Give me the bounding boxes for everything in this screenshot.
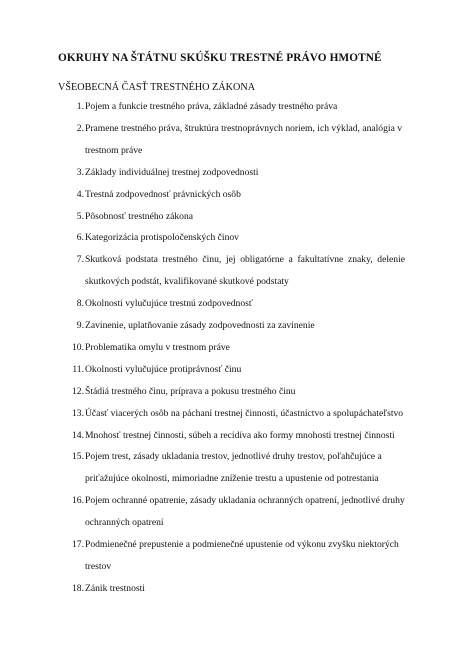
list-item-text: Základy individuálnej trestnej zodpovednosti [85, 166, 259, 178]
list-item-number: 13. [72, 407, 84, 419]
list-item-number: 11. [72, 363, 84, 375]
list-item-text: ochranných opatrení [85, 517, 164, 529]
list-item-text: Pojem ochranné opatrenie, zásady ukladania ochranných opatrení, jednotlivé druhy [85, 495, 405, 507]
list-item-number: 9. [76, 320, 84, 331]
list-item-number: 2. [76, 122, 84, 134]
list-item-text: Pramene trestného práva, štruktúra trestnoprávnych noriem, ich výklad, analógia v [85, 122, 403, 134]
list-item-text: trestnom práve [85, 144, 143, 156]
list-item-text: Skutková podstata trestného činu, jej obligatórne a fakultatívne znaky, delenie [85, 254, 405, 266]
list-item-number: 4. [76, 188, 84, 200]
list-item-text: priťažujúce okolnosti, mimoriadne zníženie trestu a upustenie od potrestania [85, 473, 379, 485]
list-item-text: Účasť viacerých osôb na páchaní trestnej činnosti, účastníctvo a spolupáchateľstvo [85, 407, 404, 419]
list-item-text: Pojem trest, zásady ukladania trestov, jednotlivé druhy trestov, poľahčujúce a [85, 451, 382, 463]
document-title: OKRUHY NA ŠTÁTNU SKÚŠKU TRESTNÉ PRÁVO HMOTNÉ [58, 52, 382, 64]
list-item-text: Zavinenie, uplatňovanie zásady zodpovednosti za zavinenie [85, 320, 315, 331]
list-item-number: 15. [72, 451, 84, 463]
list-item-text: Problematika omylu v trestnom práve [85, 341, 230, 353]
list-item-text: Podmienečné prepustenie a podmienečné upustenie od výkonu zvyšku niektorých [85, 539, 399, 550]
list-item-number: 8. [76, 298, 84, 310]
list-item-number: 12. [72, 385, 84, 397]
list-item-number: 17. [72, 539, 84, 550]
list-item-text: Okolnosti vylučujúce trestnú zodpovednosť [85, 298, 253, 310]
list-item-number: 5. [76, 210, 84, 222]
list-item-text: Štádiá trestného činu, príprava a pokusu trestného činu [85, 385, 296, 397]
list-item-text: trestov [85, 560, 112, 572]
section-heading: VŠEOBECNÁ ČASŤ TRESTNÉHO ZÁKONA [58, 82, 256, 93]
list-item-text: skutkových podstát, kvalifikované skutkové podstaty [85, 276, 289, 288]
list-item-number: 18. [72, 582, 84, 594]
list-item-text: Okolnosti vylučujúce protiprávnosť činu [85, 363, 242, 375]
list-item-number: 7. [76, 254, 84, 266]
list-item-text: Mnohosť trestnej činnosti, súbeh a recidíva ako formy mnohosti trestnej činnosti [85, 429, 395, 441]
list-item-number: 3. [76, 166, 84, 178]
list-item-number: 1. [76, 101, 84, 112]
list-item-text: Pojem a funkcie trestného práva, základné zásady trestného práva [85, 101, 338, 112]
list-item-number: 14. [72, 429, 84, 441]
list-item-text: Zánik trestnosti [85, 582, 145, 594]
list-item-text: Kategorizácia protispoločenských činov [85, 232, 239, 244]
list-item-text: Trestná zodpovednosť právnických osôb [85, 188, 241, 200]
list-item-text: Pôsobnosť trestného zákona [85, 210, 194, 222]
list-item-number: 6. [76, 232, 84, 244]
list-item-number: 10. [72, 341, 84, 353]
list-item-number: 16. [72, 495, 84, 507]
